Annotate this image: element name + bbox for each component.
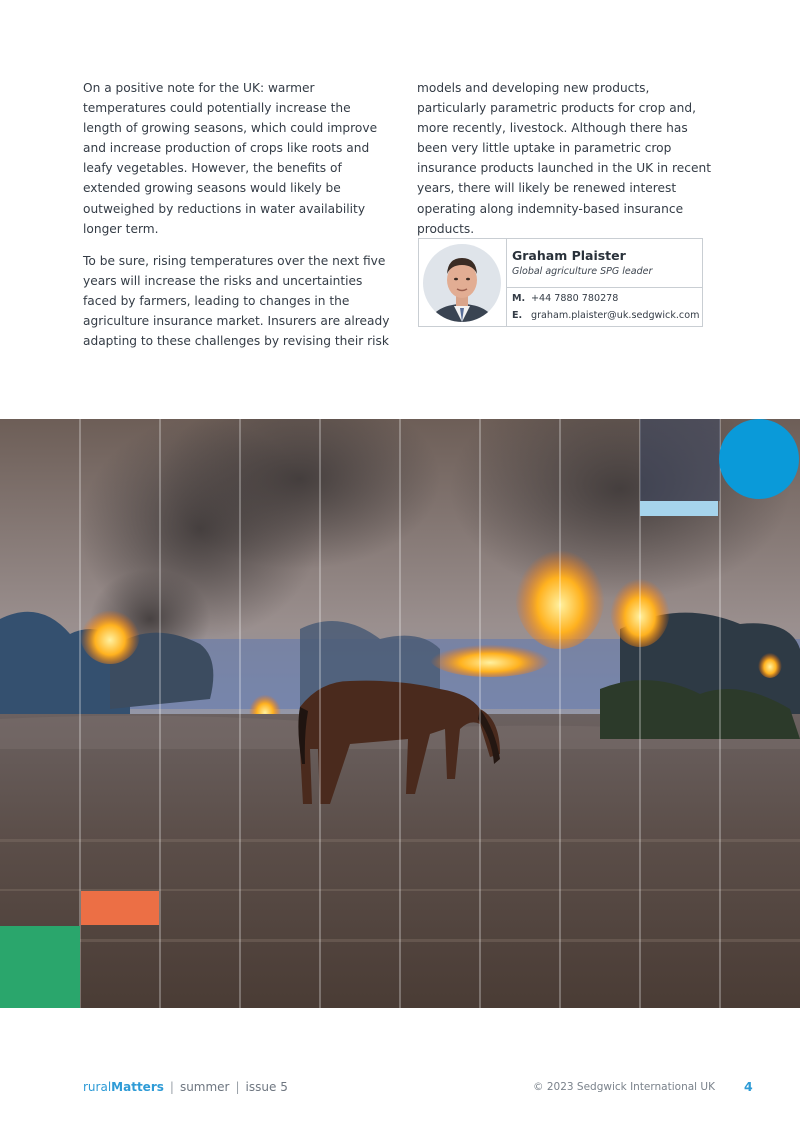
email-label: E. xyxy=(512,310,523,321)
brand-prefix: rural xyxy=(83,1080,112,1094)
paragraph: To be sure, rising temperatures over the next five years will increase the risks and uncertainties faced by farmers, leading to changes in the agriculture insurance market. Insurers are already adapting to these challenges by revising their risk xyxy=(83,253,390,349)
contact-name: Graham Plaister xyxy=(512,248,626,263)
mobile-label: M. xyxy=(512,293,526,304)
light-blue-bar xyxy=(640,501,718,516)
contact-name-row xyxy=(507,239,702,288)
right-text-column xyxy=(417,78,717,251)
paragraph: On a positive note for the UK: warmer temperatures could potentially increase the length of growing seasons, which could improve and increase production of crops like roots and leafy vegetables. However, the benefits of extended growing seasons would likely be outweighed by reductions in water availability longer term. xyxy=(83,81,378,236)
footer-copyright: © 2023 Sedgwick International UK xyxy=(533,1081,715,1093)
footer-publication: ruralMatters | summer | issue 5 xyxy=(83,1080,288,1094)
green-block-decoration xyxy=(0,926,80,1008)
hero-image xyxy=(0,419,800,1008)
email-address[interactable]: graham.plaister@uk.sedgwick.com xyxy=(531,310,700,321)
contact-role: Global agriculture SPG leader xyxy=(512,266,653,277)
orange-block-decoration xyxy=(81,891,159,925)
left-text-column xyxy=(83,78,393,363)
footer-season: summer xyxy=(179,1080,230,1094)
contact-email xyxy=(512,310,699,321)
contact-photo-cell xyxy=(419,239,507,326)
footer-issue: issue 5 xyxy=(245,1080,288,1094)
brand-suffix: Matters xyxy=(111,1080,164,1094)
contact-photo xyxy=(423,244,501,322)
mobile-number[interactable]: +44 7880 780278 xyxy=(531,293,619,304)
blue-circle-decoration xyxy=(719,419,799,499)
contact-card xyxy=(418,238,703,327)
paragraph: models and developing new products, particularly parametric products for crop and, more recently, livestock. Although there has been very little uptake in parametric crop insurance products launched in the UK in recent years, there will likely be renewed interest operating along indemnity-based insurance products. xyxy=(417,81,711,236)
contact-mobile xyxy=(512,293,618,304)
page-number: 4 xyxy=(744,1079,753,1094)
